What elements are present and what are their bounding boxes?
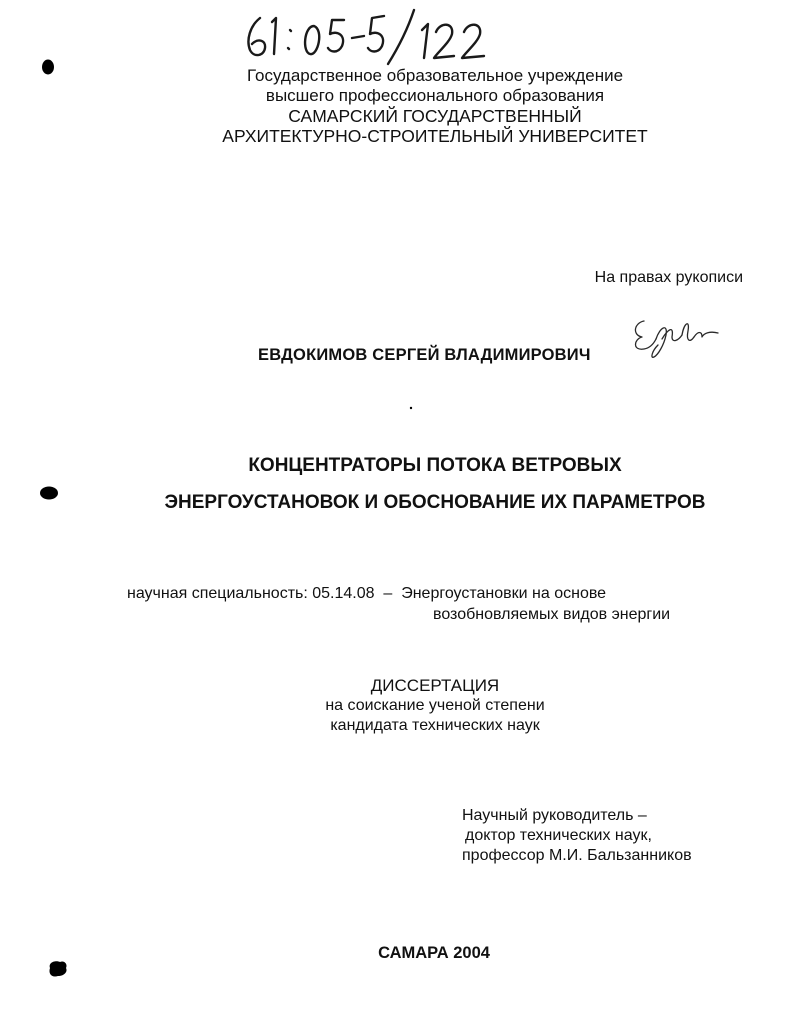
institution-line-1: Государственное образовательное учреждение xyxy=(246,66,624,85)
specialty-block xyxy=(127,583,671,623)
title-line-2: ЭНЕРГОУСТАНОВОК И ОБОСНОВАНИЕ ИХ ПАРАМЕТРОВ xyxy=(164,492,706,513)
scan-speck xyxy=(408,405,414,411)
supervisor-line-1: Научный руководитель – xyxy=(462,807,647,824)
binder-hole-mark-top xyxy=(40,58,56,76)
title-line-1: КОНЦЕНТРАТОРЫ ПОТОКА ВЕТРОВЫХ xyxy=(248,455,622,476)
specialty-line-2: возобновляемых видов энергии xyxy=(433,606,671,623)
city-year: САМАРА 2004 xyxy=(378,944,490,962)
institution-block xyxy=(180,66,690,146)
institution-line-4: АРХИТЕКТУРНО-СТРОИТЕЛЬНЫЙ УНИВЕРСИТЕТ xyxy=(222,126,648,146)
manuscript-note: На правах рукописи xyxy=(594,269,743,286)
author-signature xyxy=(628,313,720,359)
binder-hole-mark-middle xyxy=(38,485,60,501)
archive-code-handwritten xyxy=(238,8,498,66)
degree-line-1: на соискание ученой степени xyxy=(325,697,545,714)
degree-block xyxy=(260,676,610,736)
supervisor-line-3: профессор М.И. Бальзанников xyxy=(462,847,692,864)
institution-line-2: высшего профессионального образования xyxy=(265,86,605,105)
institution-line-3: САМАРСКИЙ ГОСУДАРСТВЕННЫЙ xyxy=(288,106,582,126)
degree-heading: ДИССЕРТАЦИЯ xyxy=(370,676,500,695)
binder-hole-mark-bottom xyxy=(46,958,70,980)
supervisor-block xyxy=(462,806,692,866)
degree-line-2: кандидата технических наук xyxy=(330,717,540,734)
author-name: ЕВДОКИМОВ СЕРГЕЙ ВЛАДИМИРОВИЧ xyxy=(258,346,591,364)
dissertation-title xyxy=(100,447,770,521)
supervisor-line-2: доктор технических наук, xyxy=(465,827,652,844)
specialty-line-1: научная специальность: 05.14.08 – Энергоустановки на основе xyxy=(127,585,607,602)
